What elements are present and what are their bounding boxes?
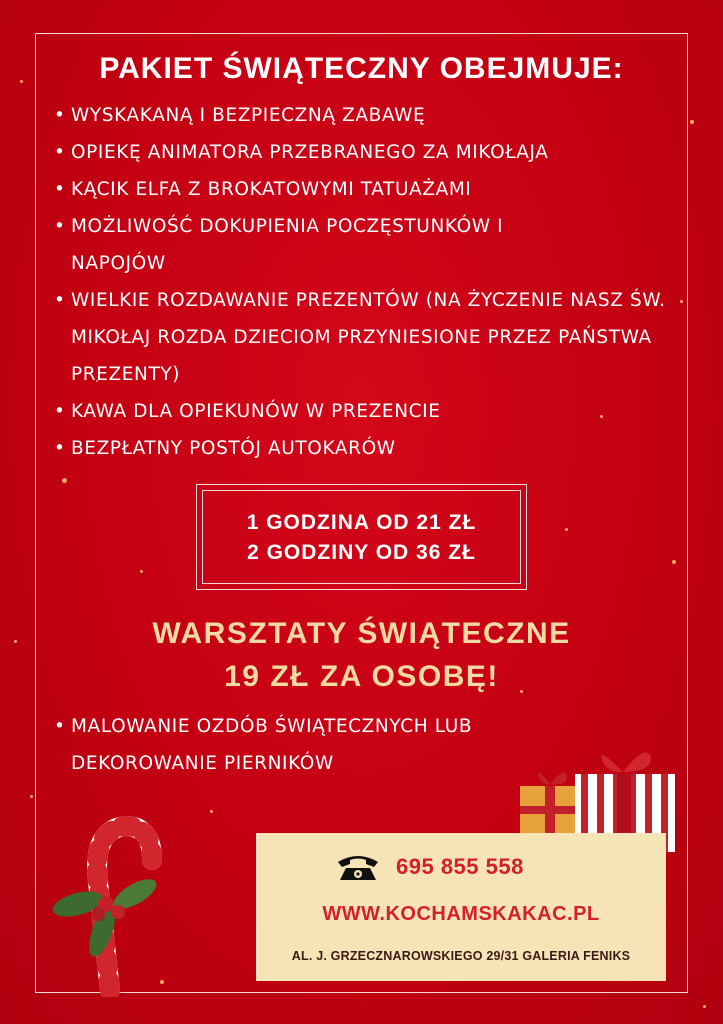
contact-box [256,833,666,981]
list-item: • KAWA DLA OPIEKUNÓW W PREZENCIE [54,393,674,430]
list-item: • MOŻLIWOŚĆ DOKUPIENIA POCZĘSTUNKÓW I NAPOJÓW [54,208,561,282]
telephone-icon [336,852,380,882]
package-list [54,97,674,467]
list-item: • MALOWANIE OZDÓB ŚWIĄTECZNYCH LUB DEKOROWANIE PIERNIKÓW [54,708,574,782]
website-link[interactable]: WWW.KOCHAMSKAKAC.PL [322,903,600,925]
workshop-title: WARSZTATY ŚWIĄTECZNE [152,617,571,650]
workshop-price: 19 ZŁ ZA OSOBĘ! [224,660,499,693]
list-item: • OPIEKĘ ANIMATORA PRZEBRANEGO ZA MIKOŁAJA [54,134,674,171]
phone-row [336,849,524,885]
workshop-list [54,708,574,782]
list-item: • KĄCIK ELFA Z BROKATOWYMI TATUAŻAMI [54,171,674,208]
price-box [196,484,527,590]
list-item: • WIELKIE ROZDAWANIE PREZENTÓW (NA ŻYCZENIE NASZ ŚW. MIKOŁAJ ROZDA DZIECIOM PRZYNIESIONE PRZEZ PAŃSTWA PREZENTY) [54,282,674,393]
price-one-hour: 1 GODZINA OD 21 ZŁ [246,511,477,534]
list-item: • BEZPŁATNY POSTÓJ AUTOKARÓW [54,430,674,467]
phone-number[interactable]: 695 855 558 [396,854,524,879]
price-two-hours: 2 GODZINY OD 36 ZŁ [247,541,476,564]
candy-cane-illustration [40,812,170,997]
page-title: PAKIET ŚWIĄTECZNY OBEJMUJE: [99,52,624,85]
list-item: • WYSKAKANĄ I BEZPIECZNĄ ZABAWĘ [54,97,674,134]
address-text: AL. J. GRZECZNAROWSKIEGO 29/31 GALERIA FENIKS [291,949,631,963]
